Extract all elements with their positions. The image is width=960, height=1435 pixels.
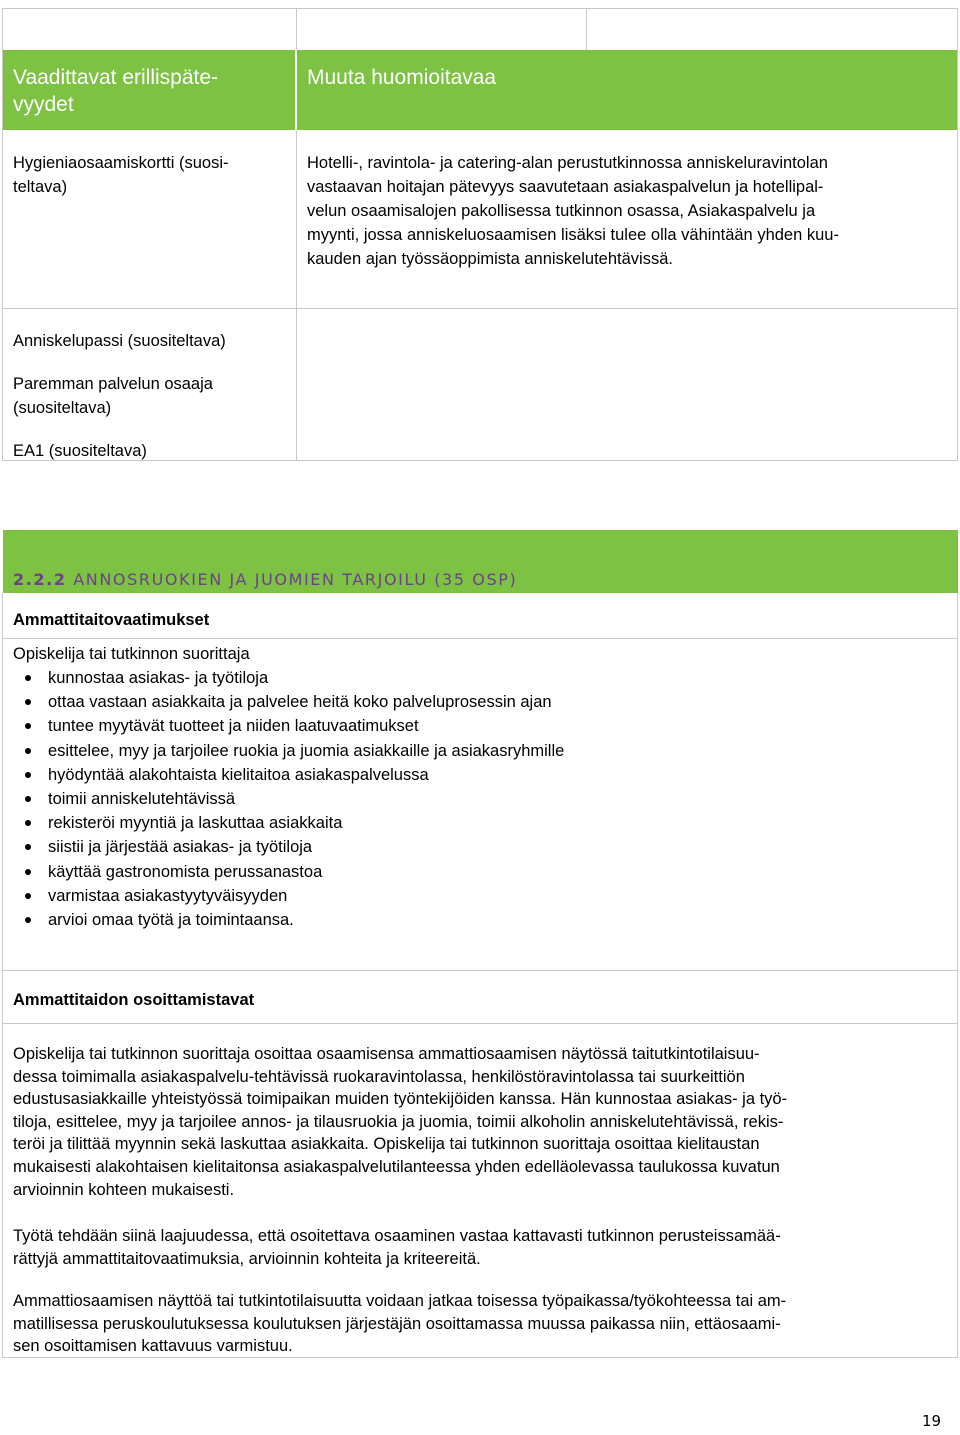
bullet-icon (25, 893, 31, 899)
requirements-intro: Opiskelija tai tutkinnon suorittaja (13, 645, 250, 663)
table-col-divider (296, 308, 297, 460)
list-item: käyttää gastronomista perussanastoa (13, 860, 933, 884)
demonstration-paragraph-1: Opiskelija tai tutkinnon suorittaja osoittaa osaamisensa ammattiosaamisen näytössä taitutkintotilaisuu- dessa toimimalla asiakaspalvelu-tehtävissä ruokaravintolassa, henkilöstöravintolassa tai suurkeittiön edustusasiakkaille yhteistyössä toimipaikan muiden työntekijöiden kanssa. Hän kunnostaa asiakas- ja työ- tiloja, esittelee, myy ja tarjoilee annos- ja tilausruokia ja juomia, toimii alkoholin anniskelutehtävissä, rekis- teröi ja tilittää myynnin sekä laskuttaa asiakkaita. Opiskelija tai tutkinnon suorittaja osoittaa kielitaustan mukaisesti alakohtaisen kielitaitonsa asiakaspalvelutilanteessa yhden edelläolevassa taulukossa kuvatun arvioinnin kohteen mukaisesti. (13, 1045, 788, 1199)
table-col-divider (586, 8, 587, 50)
section-right-border (957, 593, 958, 1357)
table-right-border (957, 8, 958, 460)
requirements-heading: Ammattitaitovaatimukset (13, 611, 210, 629)
requirements-list (13, 666, 933, 932)
table-col-divider (296, 130, 297, 308)
bullet-icon (25, 820, 31, 826)
paremman-palvelun-item: Paremman palvelun osaaja (suositeltava) (13, 375, 213, 417)
list-item: rekisteröi myyntiä ja laskuttaa asiakkaita (13, 811, 933, 835)
table-col-divider (296, 8, 297, 50)
section-number: 2.2.2 (13, 570, 67, 589)
demonstration-heading: Ammattitaidon osoittamistavat (13, 991, 255, 1009)
header-required-qualifications: Vaadittavat erillispäte- vyydet (13, 66, 219, 116)
bullet-icon (25, 869, 31, 875)
list-item: hyödyntää alakohtaista kielitaitoa asiakaspalvelussa (13, 763, 933, 787)
page-number: 19 (922, 1412, 942, 1430)
demonstration-paragraph-2: Työtä tehdään siinä laajuudessa, että osoitettava osaaminen vastaa kattavasti tutkinnon perusteissamää- rättyjä ammattitaitovaatimuksia, arvioinnin kohteita ja kriteereitä. (13, 1227, 781, 1268)
bullet-icon (25, 675, 31, 681)
section-title (13, 570, 517, 589)
section-divider (2, 638, 958, 639)
bullet-icon (25, 772, 31, 778)
section-divider (2, 970, 958, 971)
list-item: siistii ja järjestää asiakas- ja työtiloja (13, 835, 933, 859)
list-item: varmistaa asiakastyytyväisyyden (13, 884, 933, 908)
bullet-icon (25, 699, 31, 705)
header-other-notes: Muuta huomioitavaa (307, 66, 497, 89)
section-left-border (2, 593, 3, 1357)
bullet-icon (25, 723, 31, 729)
demonstration-paragraph-3: Ammattiosaamisen näyttöä tai tutkintotilaisuutta voidaan jatkaa toisessa työpaikassa/työkohteessa tai am- matillisessa peruskoulutuksessa koulutuksen järjestäjän osoittamassa muussa paikassa niin, ettäosaami- sen osoittamisen kattavuus varmistuu. (13, 1292, 787, 1356)
list-item: arvioi omaa työtä ja toimintaansa. (13, 908, 933, 932)
bullet-icon (25, 748, 31, 754)
list-item: esittelee, myy ja tarjoilee ruokia ja juomia asiakkaille ja asiakasryhmille (13, 739, 933, 763)
list-item: toimii anniskelutehtävissä (13, 787, 933, 811)
anniskelupassi-item: Anniskelupassi (suositeltava) (13, 332, 226, 350)
table-top-border (2, 8, 958, 9)
hygiene-card-cell: Hygieniaosaamiskortti (suosi- teltava) (13, 154, 229, 196)
section-header-bar (3, 530, 958, 593)
table-header-cell (297, 50, 957, 130)
other-notes-cell: Hotelli-, ravintola- ja catering-alan perustutkinnossa anniskeluravintolan vastaavan hoitajan pätevyys saavutetaan asiakaspalvelun ja hotellipal- velun osaamisalojen pakollisessa tutkinnon osassa, Asiakaspalvelu ja myynti, jossa anniskeluosaamisen lisäksi tulee olla vähintään yhden kuu- kauden ajan työssäoppimista anniskelutehtävissä. (307, 154, 839, 268)
table-header-cell (3, 50, 295, 130)
section-title-text: ANNOSRUOKIEN JA JUOMIEN TARJOILU (35 OSP) (73, 570, 518, 589)
bullet-icon (25, 917, 31, 923)
table-row-divider (2, 308, 958, 309)
bullet-icon (25, 796, 31, 802)
table-bottom-border (2, 460, 958, 461)
list-item: ottaa vastaan asiakkaita ja palvelee heitä koko palveluprosessin ajan (13, 690, 933, 714)
bullet-icon (25, 844, 31, 850)
ea1-item: EA1 (suositeltava) (13, 442, 147, 460)
list-item: tuntee myytävät tuotteet ja niiden laatuvaatimukset (13, 714, 933, 738)
section-bottom-border (2, 1357, 958, 1358)
section-divider (2, 1023, 958, 1024)
list-item: kunnostaa asiakas- ja työtiloja (13, 666, 933, 690)
